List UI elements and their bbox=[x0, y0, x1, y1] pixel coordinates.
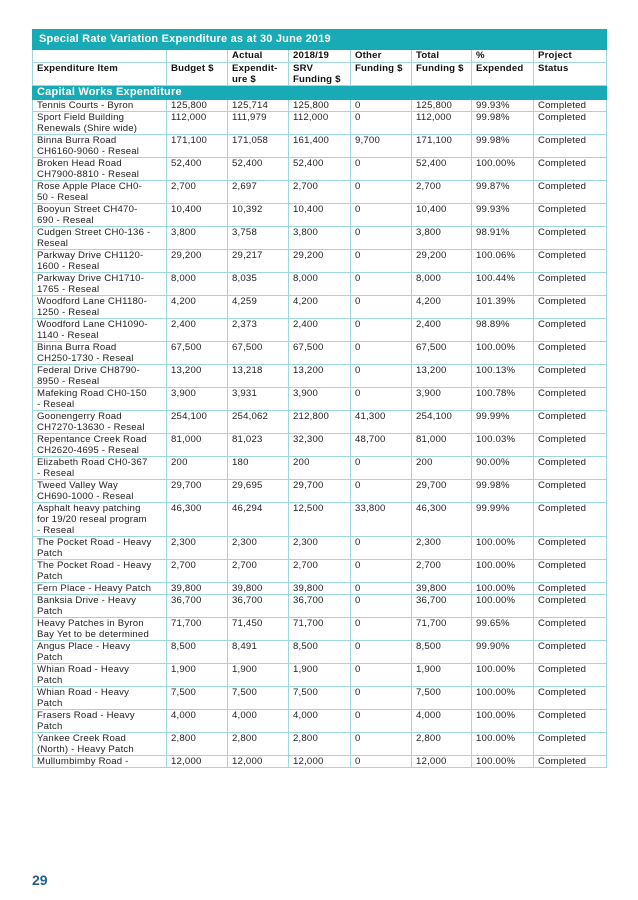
table-cell: 8,000 bbox=[167, 273, 228, 296]
table-cell: 0 bbox=[351, 457, 412, 480]
table-cell: 200 bbox=[289, 457, 351, 480]
table-cell: Tweed Valley Way CH690-1000 - Reseal bbox=[33, 480, 167, 503]
table-cell: Expended bbox=[472, 63, 534, 86]
table-cell: 10,400 bbox=[167, 204, 228, 227]
table-cell: 112,000 bbox=[289, 112, 351, 135]
table-row bbox=[33, 411, 607, 434]
table-cell: Goonengerry Road CH7270-13630 - Reseal bbox=[33, 411, 167, 434]
table-cell: 100.78% bbox=[472, 388, 534, 411]
table-cell: Completed bbox=[534, 457, 607, 480]
table-cell: SRV Funding $ bbox=[289, 63, 351, 86]
table-row bbox=[33, 365, 607, 388]
table-cell: 12,000 bbox=[228, 756, 289, 768]
table-cell: 39,800 bbox=[412, 583, 472, 595]
table-cell: 52,400 bbox=[167, 158, 228, 181]
table-cell: 0 bbox=[351, 664, 412, 687]
table-cell: 0 bbox=[351, 710, 412, 733]
table-cell: 99.65% bbox=[472, 618, 534, 641]
table-cell: 4,000 bbox=[412, 710, 472, 733]
table-cell: Total bbox=[412, 50, 472, 63]
table-row bbox=[33, 319, 607, 342]
table-cell: 46,294 bbox=[228, 503, 289, 537]
table-cell: 2,700 bbox=[412, 181, 472, 204]
table-cell: 2,697 bbox=[228, 181, 289, 204]
table-cell: 2018/19 bbox=[289, 50, 351, 63]
table-cell: Completed bbox=[534, 687, 607, 710]
table-cell: 1,900 bbox=[228, 664, 289, 687]
table-cell: Completed bbox=[534, 480, 607, 503]
table-cell: 0 bbox=[351, 100, 412, 112]
table-row bbox=[33, 112, 607, 135]
table-cell: The Pocket Road - Heavy Patch bbox=[33, 560, 167, 583]
table-cell: Angus Place - Heavy Patch bbox=[33, 641, 167, 664]
table-cell: 8,000 bbox=[289, 273, 351, 296]
table-cell: 67,500 bbox=[289, 342, 351, 365]
table-cell: 1,900 bbox=[289, 664, 351, 687]
table-row bbox=[33, 641, 607, 664]
table-cell: 99.98% bbox=[472, 135, 534, 158]
table-cell: 7,500 bbox=[289, 687, 351, 710]
table-cell: Binna Burra Road CH250-1730 - Reseal bbox=[33, 342, 167, 365]
table-cell: 39,800 bbox=[228, 583, 289, 595]
table-cell: % bbox=[472, 50, 534, 63]
table-cell: Completed bbox=[534, 537, 607, 560]
table-cell: 161,400 bbox=[289, 135, 351, 158]
table-cell: Woodford Lane CH1090- 1140 - Reseal bbox=[33, 319, 167, 342]
table-cell: 41,300 bbox=[351, 411, 412, 434]
table-cell: Completed bbox=[534, 503, 607, 537]
table-title: Special Rate Variation Expenditure as at 30 June 2019 bbox=[33, 30, 607, 50]
table-cell: 254,062 bbox=[228, 411, 289, 434]
table-cell: Status bbox=[534, 63, 607, 86]
table-cell: 2,300 bbox=[412, 537, 472, 560]
table-cell: Rose Apple Place CH0- 50 - Reseal bbox=[33, 181, 167, 204]
table-row bbox=[33, 503, 607, 537]
table-cell: 81,023 bbox=[228, 434, 289, 457]
page-number: 29 bbox=[32, 872, 48, 888]
table-cell: 2,400 bbox=[412, 319, 472, 342]
table-cell: 52,400 bbox=[289, 158, 351, 181]
table-cell: 0 bbox=[351, 365, 412, 388]
table-cell: Whian Road - Heavy Patch bbox=[33, 664, 167, 687]
table-cell: Mafeking Road CH0-150 - Reseal bbox=[33, 388, 167, 411]
table-cell: 100.00% bbox=[472, 595, 534, 618]
table-cell: 2,700 bbox=[228, 560, 289, 583]
table-cell: Expenditure Item bbox=[33, 63, 167, 86]
srv-expenditure-table bbox=[32, 29, 607, 768]
table-cell: Completed bbox=[534, 112, 607, 135]
table-cell: 100.00% bbox=[472, 710, 534, 733]
table-cell: 29,700 bbox=[167, 480, 228, 503]
table-row bbox=[33, 756, 607, 768]
table-cell: 0 bbox=[351, 641, 412, 664]
table-cell: 100.00% bbox=[472, 583, 534, 595]
table-cell: 7,500 bbox=[228, 687, 289, 710]
table-cell: 0 bbox=[351, 537, 412, 560]
table-cell: Heavy Patches in Byron Bay Yet to be determined bbox=[33, 618, 167, 641]
table-cell: 0 bbox=[351, 204, 412, 227]
table-cell: Actual bbox=[228, 50, 289, 63]
table-cell: 1,900 bbox=[167, 664, 228, 687]
table-cell: 171,100 bbox=[167, 135, 228, 158]
table-cell: 67,500 bbox=[412, 342, 472, 365]
table-cell: 2,700 bbox=[289, 181, 351, 204]
table-cell: 0 bbox=[351, 181, 412, 204]
table-cell: 12,500 bbox=[289, 503, 351, 537]
table-cell: 39,800 bbox=[289, 583, 351, 595]
table-cell: 33,800 bbox=[351, 503, 412, 537]
table-cell: 2,700 bbox=[412, 560, 472, 583]
table-cell: 3,900 bbox=[167, 388, 228, 411]
table-cell: 3,758 bbox=[228, 227, 289, 250]
table-cell: Completed bbox=[534, 227, 607, 250]
table-cell: Completed bbox=[534, 664, 607, 687]
table-cell: 36,700 bbox=[289, 595, 351, 618]
table-cell: 2,400 bbox=[167, 319, 228, 342]
table-cell: Project bbox=[534, 50, 607, 63]
table-cell: 12,000 bbox=[167, 756, 228, 768]
table-cell: 39,800 bbox=[167, 583, 228, 595]
table-cell: Whian Road - Heavy Patch bbox=[33, 687, 167, 710]
table-cell: 36,700 bbox=[167, 595, 228, 618]
table-row bbox=[33, 560, 607, 583]
table-cell: 254,100 bbox=[412, 411, 472, 434]
table-cell: 2,700 bbox=[167, 560, 228, 583]
table-cell: 180 bbox=[228, 457, 289, 480]
table-cell: 100.00% bbox=[472, 664, 534, 687]
table-cell: Frasers Road - Heavy Patch bbox=[33, 710, 167, 733]
table-cell: 4,000 bbox=[289, 710, 351, 733]
table-cell: 29,700 bbox=[412, 480, 472, 503]
table-cell: 99.98% bbox=[472, 112, 534, 135]
table-cell: 8,500 bbox=[289, 641, 351, 664]
table-cell: Completed bbox=[534, 756, 607, 768]
table-cell: 10,392 bbox=[228, 204, 289, 227]
table-cell: Completed bbox=[534, 204, 607, 227]
table-cell: 7,500 bbox=[167, 687, 228, 710]
table-cell: 0 bbox=[351, 595, 412, 618]
table-cell: Completed bbox=[534, 595, 607, 618]
table-cell: 29,217 bbox=[228, 250, 289, 273]
table-cell: 100.06% bbox=[472, 250, 534, 273]
table-cell: 0 bbox=[351, 583, 412, 595]
table-cell: 71,700 bbox=[167, 618, 228, 641]
table-cell: Completed bbox=[534, 641, 607, 664]
table-row bbox=[33, 434, 607, 457]
table-cell: Mullumbimby Road - bbox=[33, 756, 167, 768]
table-cell: Completed bbox=[534, 618, 607, 641]
table-cell: 29,200 bbox=[289, 250, 351, 273]
table-cell: The Pocket Road - Heavy Patch bbox=[33, 537, 167, 560]
table-cell: 100.00% bbox=[472, 158, 534, 181]
table-cell: 99.93% bbox=[472, 100, 534, 112]
table-cell: 100.00% bbox=[472, 537, 534, 560]
table-cell: 71,700 bbox=[289, 618, 351, 641]
table-cell: 0 bbox=[351, 733, 412, 756]
table-cell: 67,500 bbox=[228, 342, 289, 365]
table-cell: 125,714 bbox=[228, 100, 289, 112]
table-cell: Banksia Drive - Heavy Patch bbox=[33, 595, 167, 618]
table-cell: Completed bbox=[534, 319, 607, 342]
table-cell: 99.87% bbox=[472, 181, 534, 204]
table-row bbox=[33, 273, 607, 296]
table-cell: 99.93% bbox=[472, 204, 534, 227]
table-cell: 101.39% bbox=[472, 296, 534, 319]
table-cell: 0 bbox=[351, 158, 412, 181]
table-cell: Completed bbox=[534, 250, 607, 273]
table-cell: 0 bbox=[351, 756, 412, 768]
table-cell: 8,500 bbox=[412, 641, 472, 664]
table-cell: Expendit- ure $ bbox=[228, 63, 289, 86]
table-cell: 100.00% bbox=[472, 756, 534, 768]
section-row bbox=[33, 86, 607, 100]
table-cell: 200 bbox=[412, 457, 472, 480]
table-cell: 1,900 bbox=[412, 664, 472, 687]
table-cell: 2,800 bbox=[167, 733, 228, 756]
table-row bbox=[33, 537, 607, 560]
table-cell: 100.00% bbox=[472, 342, 534, 365]
table-row bbox=[33, 250, 607, 273]
table-cell: 8,035 bbox=[228, 273, 289, 296]
table-cell: 0 bbox=[351, 273, 412, 296]
table-cell: 29,200 bbox=[412, 250, 472, 273]
table-cell: 0 bbox=[351, 250, 412, 273]
table-cell: Asphalt heavy patching for 19/20 reseal program - Reseal bbox=[33, 503, 167, 537]
table-cell: 112,000 bbox=[167, 112, 228, 135]
table-cell: 99.99% bbox=[472, 411, 534, 434]
table-cell: 10,400 bbox=[289, 204, 351, 227]
table-cell: 3,931 bbox=[228, 388, 289, 411]
table-row bbox=[33, 664, 607, 687]
table-cell: 2,800 bbox=[228, 733, 289, 756]
table-cell: 7,500 bbox=[412, 687, 472, 710]
table-cell: 2,300 bbox=[289, 537, 351, 560]
table-cell: Woodford Lane CH1180- 1250 - Reseal bbox=[33, 296, 167, 319]
table-cell: 0 bbox=[351, 296, 412, 319]
table-cell: 98.91% bbox=[472, 227, 534, 250]
table-cell: 67,500 bbox=[167, 342, 228, 365]
table-row bbox=[33, 158, 607, 181]
table-cell: 90.00% bbox=[472, 457, 534, 480]
table-cell: 13,200 bbox=[289, 365, 351, 388]
table-cell: 0 bbox=[351, 480, 412, 503]
table-cell bbox=[167, 50, 228, 63]
table-cell: 100.00% bbox=[472, 560, 534, 583]
section-title: Capital Works Expenditure bbox=[33, 86, 607, 100]
table-cell: 0 bbox=[351, 618, 412, 641]
table-cell: 0 bbox=[351, 388, 412, 411]
table-title-row bbox=[33, 30, 607, 50]
table-cell: 99.98% bbox=[472, 480, 534, 503]
table-cell: Yankee Creek Road (North) - Heavy Patch bbox=[33, 733, 167, 756]
table-cell: Budget $ bbox=[167, 63, 228, 86]
table-row bbox=[33, 618, 607, 641]
table-cell: 52,400 bbox=[228, 158, 289, 181]
table-cell: Booyun Street CH470- 690 - Reseal bbox=[33, 204, 167, 227]
table-cell: Tennis Courts - Byron bbox=[33, 100, 167, 112]
table-cell: Other bbox=[351, 50, 412, 63]
table-cell: Completed bbox=[534, 733, 607, 756]
table-cell: 13,200 bbox=[412, 365, 472, 388]
table-cell: 3,900 bbox=[412, 388, 472, 411]
table-cell: Broken Head Road CH7900-8810 - Reseal bbox=[33, 158, 167, 181]
table-cell: 0 bbox=[351, 112, 412, 135]
table-cell: 171,100 bbox=[412, 135, 472, 158]
table-row bbox=[33, 388, 607, 411]
table-cell: 13,200 bbox=[167, 365, 228, 388]
table-cell: 100.44% bbox=[472, 273, 534, 296]
table-cell: Completed bbox=[534, 411, 607, 434]
table-cell: 2,800 bbox=[289, 733, 351, 756]
table-cell: Federal Drive CH8790- 8950 - Reseal bbox=[33, 365, 167, 388]
table-cell: 81,000 bbox=[412, 434, 472, 457]
table-cell: 29,700 bbox=[289, 480, 351, 503]
table-cell: 100.03% bbox=[472, 434, 534, 457]
table-cell: 2,700 bbox=[289, 560, 351, 583]
header-row-top bbox=[33, 50, 607, 63]
table-row bbox=[33, 710, 607, 733]
table-cell: 81,000 bbox=[167, 434, 228, 457]
table-cell: 0 bbox=[351, 687, 412, 710]
table-cell: 2,800 bbox=[412, 733, 472, 756]
table-cell: 112,000 bbox=[412, 112, 472, 135]
table-cell: 36,700 bbox=[412, 595, 472, 618]
table-cell: 2,300 bbox=[228, 537, 289, 560]
table-cell: 4,000 bbox=[228, 710, 289, 733]
table-cell: 99.99% bbox=[472, 503, 534, 537]
table-row bbox=[33, 204, 607, 227]
table-row bbox=[33, 480, 607, 503]
table-row bbox=[33, 135, 607, 158]
table-cell: 2,700 bbox=[167, 181, 228, 204]
table-cell: 29,200 bbox=[167, 250, 228, 273]
table-cell bbox=[33, 50, 167, 63]
table-row bbox=[33, 687, 607, 710]
table-row bbox=[33, 181, 607, 204]
table-cell: Completed bbox=[534, 158, 607, 181]
table-cell: Elizabeth Road CH0-367 - Reseal bbox=[33, 457, 167, 480]
table-cell: 8,491 bbox=[228, 641, 289, 664]
table-cell: 8,500 bbox=[167, 641, 228, 664]
table-cell: Completed bbox=[534, 434, 607, 457]
table-cell: 13,218 bbox=[228, 365, 289, 388]
table-cell: 200 bbox=[167, 457, 228, 480]
table-row bbox=[33, 457, 607, 480]
table-cell: 46,300 bbox=[167, 503, 228, 537]
table-row bbox=[33, 583, 607, 595]
table-cell: Cudgen Street CH0-136 - Reseal bbox=[33, 227, 167, 250]
table-row bbox=[33, 595, 607, 618]
table-cell: Completed bbox=[534, 388, 607, 411]
table-cell: 99.90% bbox=[472, 641, 534, 664]
table-row bbox=[33, 227, 607, 250]
table-cell: Repentance Creek Road CH2620-4695 - Reseal bbox=[33, 434, 167, 457]
table-row bbox=[33, 100, 607, 112]
table-cell: 0 bbox=[351, 319, 412, 342]
table-cell: Completed bbox=[534, 342, 607, 365]
table-cell: 4,259 bbox=[228, 296, 289, 319]
table-cell: Sport Field Building Renewals (Shire wide) bbox=[33, 112, 167, 135]
table-cell: Funding $ bbox=[351, 63, 412, 86]
table-cell: 12,000 bbox=[289, 756, 351, 768]
table-cell: 171,058 bbox=[228, 135, 289, 158]
table-cell: Fern Place - Heavy Patch bbox=[33, 583, 167, 595]
table-cell: 4,000 bbox=[167, 710, 228, 733]
table-cell: 3,900 bbox=[289, 388, 351, 411]
table-cell: 52,400 bbox=[412, 158, 472, 181]
table-cell: Completed bbox=[534, 100, 607, 112]
table-cell: 125,800 bbox=[167, 100, 228, 112]
table-cell: Parkway Drive CH1120- 1600 - Reseal bbox=[33, 250, 167, 273]
table-cell: 98.89% bbox=[472, 319, 534, 342]
table-cell: 100.00% bbox=[472, 687, 534, 710]
table-cell: 36,700 bbox=[228, 595, 289, 618]
table-cell: 2,373 bbox=[228, 319, 289, 342]
table-cell: Completed bbox=[534, 365, 607, 388]
table-cell: 4,200 bbox=[289, 296, 351, 319]
table-cell: 3,800 bbox=[167, 227, 228, 250]
table-cell: Completed bbox=[534, 181, 607, 204]
table-cell: 100.00% bbox=[472, 733, 534, 756]
table-cell: 4,200 bbox=[412, 296, 472, 319]
table-row bbox=[33, 342, 607, 365]
table-cell: 111,979 bbox=[228, 112, 289, 135]
table-cell: 254,100 bbox=[167, 411, 228, 434]
header-row-bottom bbox=[33, 63, 607, 86]
table-cell: 212,800 bbox=[289, 411, 351, 434]
table-cell: Completed bbox=[534, 560, 607, 583]
table-cell: 0 bbox=[351, 342, 412, 365]
table-cell: 32,300 bbox=[289, 434, 351, 457]
table-cell: 8,000 bbox=[412, 273, 472, 296]
table-cell: 71,450 bbox=[228, 618, 289, 641]
table-cell: Completed bbox=[534, 583, 607, 595]
table-cell: 2,400 bbox=[289, 319, 351, 342]
table-cell: Parkway Drive CH1710- 1765 - Reseal bbox=[33, 273, 167, 296]
table-cell: 2,300 bbox=[167, 537, 228, 560]
table-cell: Completed bbox=[534, 710, 607, 733]
table-cell: 4,200 bbox=[167, 296, 228, 319]
table-cell: Binna Burra Road CH6160-9060 - Reseal bbox=[33, 135, 167, 158]
table-cell: 71,700 bbox=[412, 618, 472, 641]
table-cell: 0 bbox=[351, 560, 412, 583]
table-cell: 46,300 bbox=[412, 503, 472, 537]
table-cell: 9,700 bbox=[351, 135, 412, 158]
table-cell: 29,695 bbox=[228, 480, 289, 503]
table-cell: Funding $ bbox=[412, 63, 472, 86]
table-cell: Completed bbox=[534, 273, 607, 296]
table-cell: Completed bbox=[534, 296, 607, 319]
table-cell: 3,800 bbox=[289, 227, 351, 250]
table-cell: 10,400 bbox=[412, 204, 472, 227]
table-cell: 100.13% bbox=[472, 365, 534, 388]
page-content bbox=[32, 29, 606, 768]
table-cell: 125,800 bbox=[289, 100, 351, 112]
table-cell: 3,800 bbox=[412, 227, 472, 250]
table-row bbox=[33, 296, 607, 319]
table-row bbox=[33, 733, 607, 756]
table-cell: 12,000 bbox=[412, 756, 472, 768]
table-cell: 125,800 bbox=[412, 100, 472, 112]
table-cell: Completed bbox=[534, 135, 607, 158]
table-cell: 48,700 bbox=[351, 434, 412, 457]
table-cell: 0 bbox=[351, 227, 412, 250]
